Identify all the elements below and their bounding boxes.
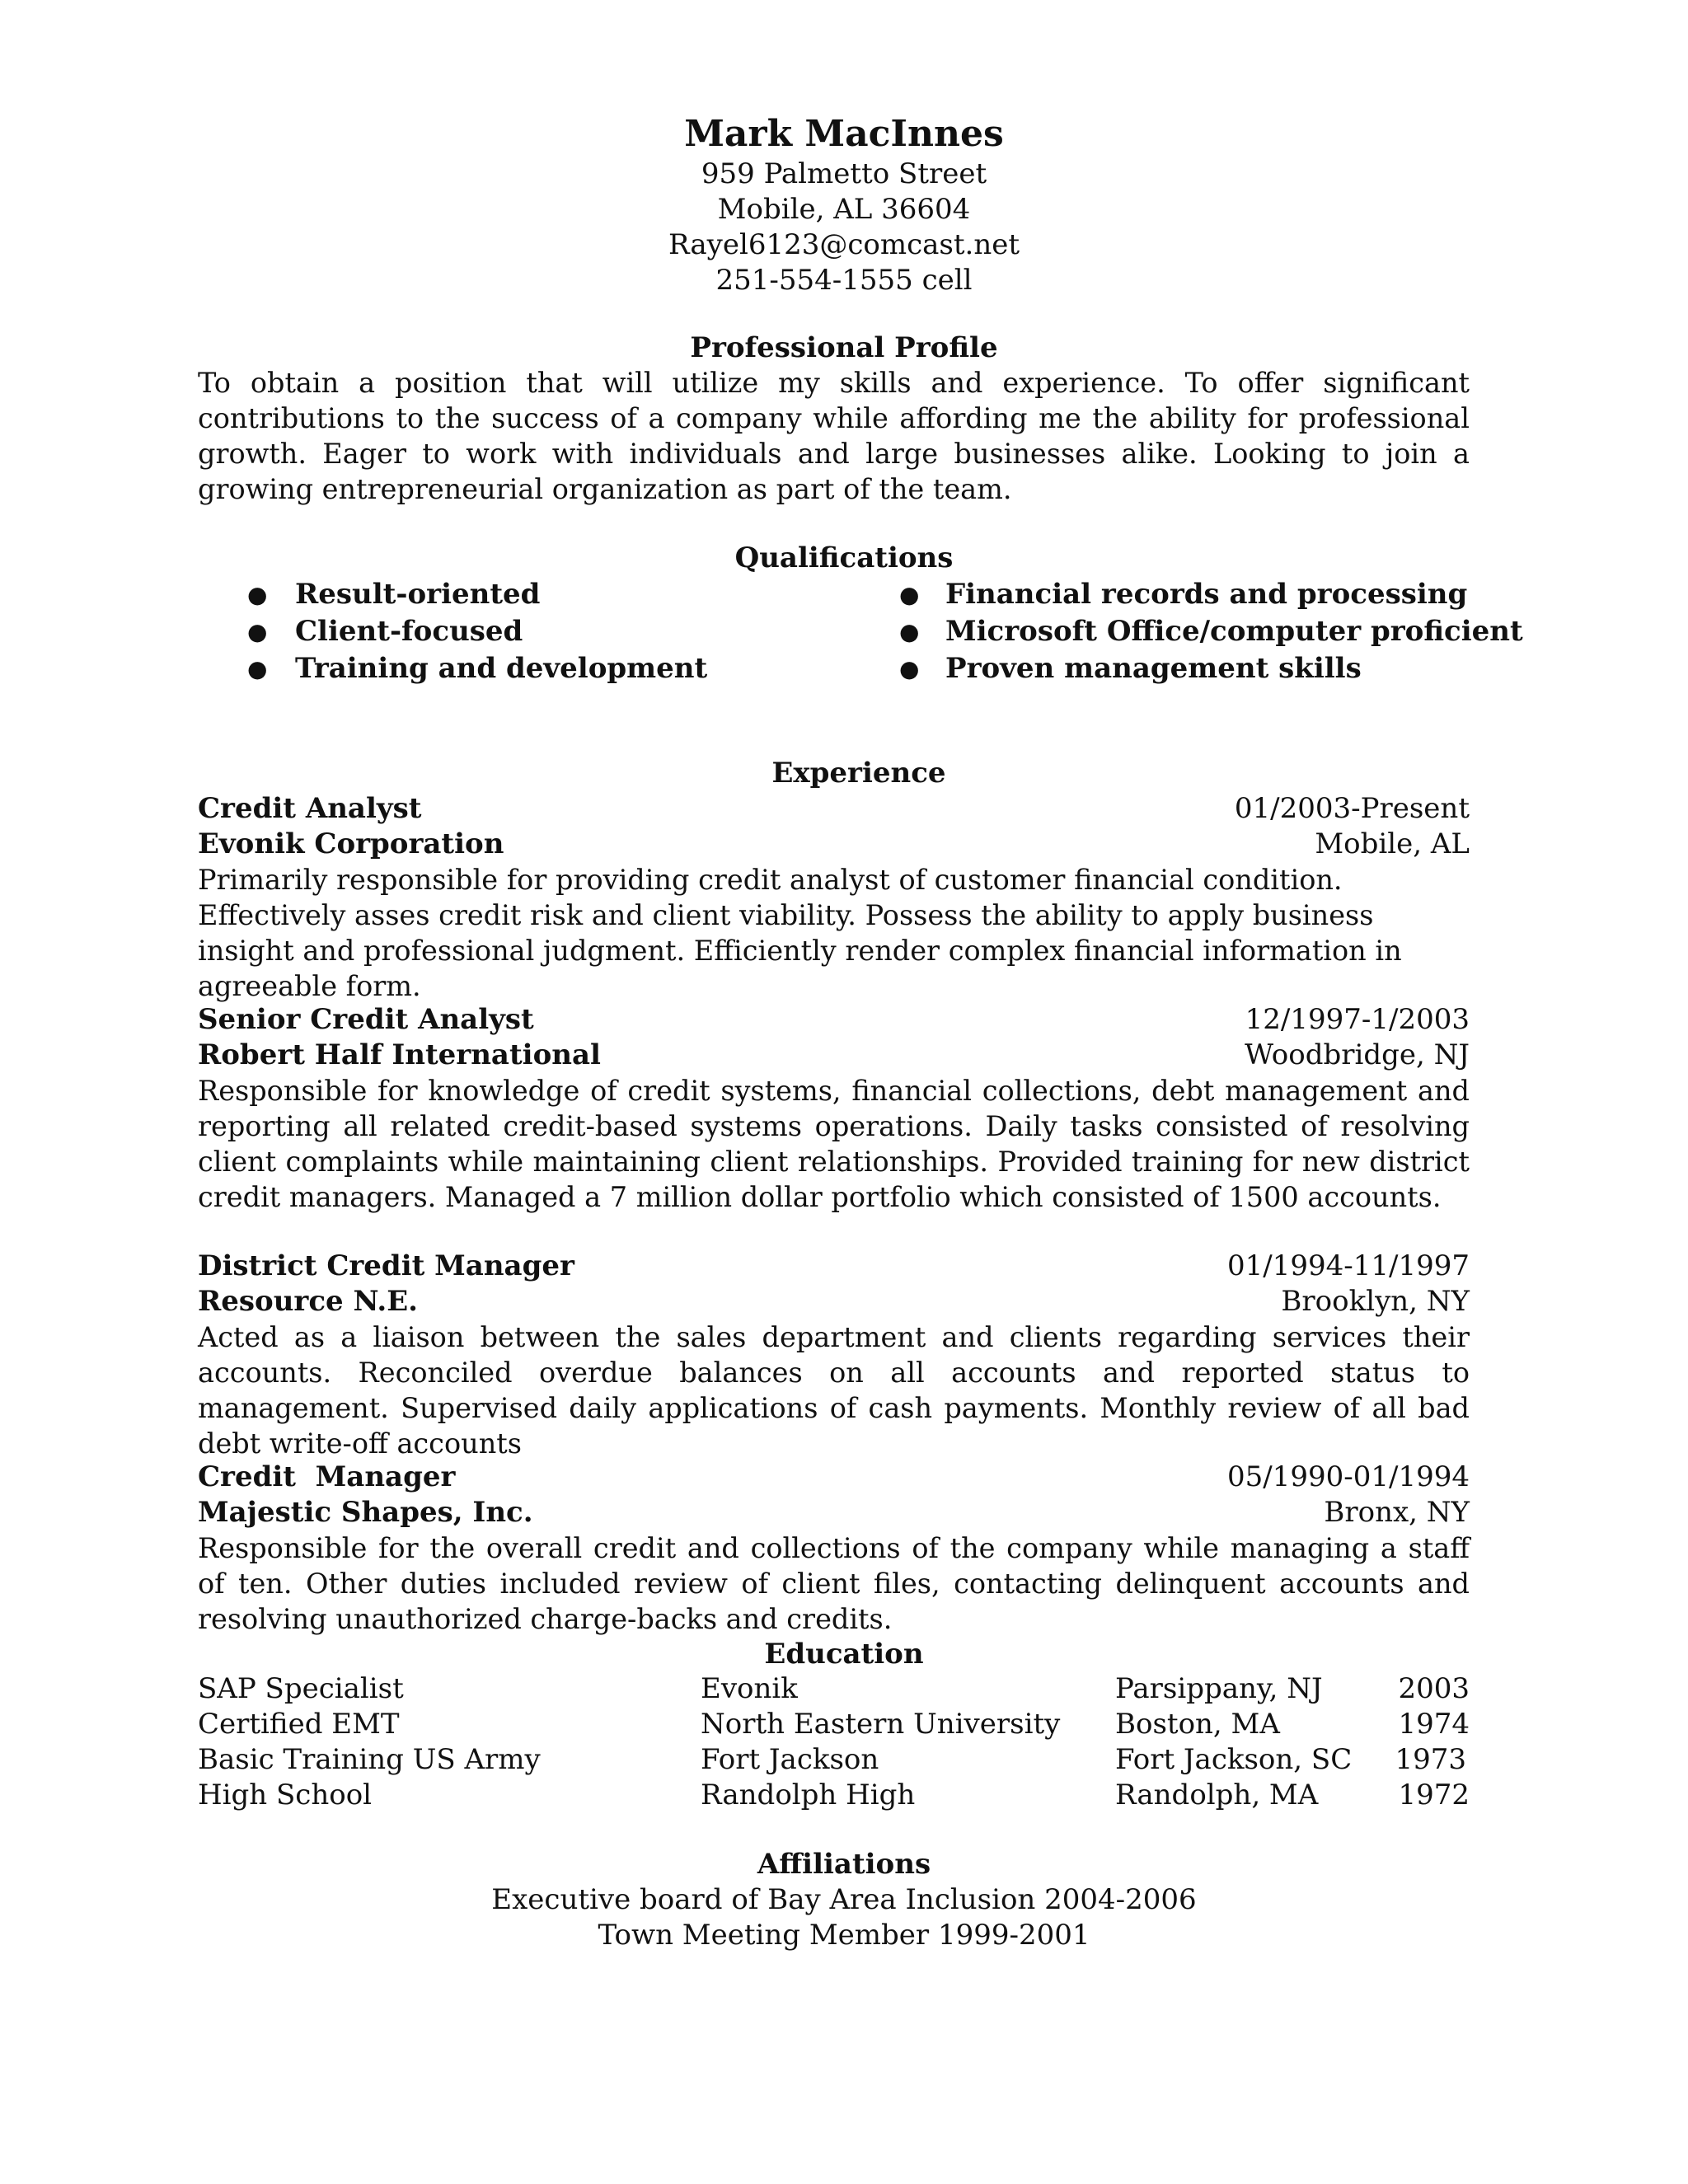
table-row	[198, 1742, 1470, 1778]
education-school: Fort Jackson	[701, 1743, 879, 1776]
education-school: Randolph High	[701, 1779, 916, 1811]
list-item: ● Financial records and processing	[899, 576, 1523, 613]
bullet-icon: ●	[899, 655, 920, 682]
job-description: Acted as a liaison between the sales department and clients regarding services their accounts. Reconciled overdue balances on all accounts and reported status to management. Supervised daily applications of cash payments. Monthly review of all bad debt write-off accounts	[198, 1321, 1470, 1460]
qualifications-right-list	[899, 576, 1523, 687]
table-row	[198, 1671, 1470, 1707]
job-company-row	[198, 827, 1470, 862]
list-item: ● Microsoft Office/computer proficient	[899, 613, 1523, 650]
list-item: ● Training and development	[247, 650, 707, 687]
education-location: Randolph, MA	[1115, 1779, 1319, 1811]
education-program: High School	[198, 1779, 373, 1811]
education-year: 1972	[1398, 1779, 1470, 1811]
profile-text: To obtain a position that will utilize my skills and experience. To offer significant contributions to the success of a company while affording me the ability for professional growth. Eager to work with individuals and large businesses alike. Looking to join a growing entrepreneurial organization as part of the team.	[198, 367, 1470, 505]
job-title: Senior Credit Analyst	[198, 1003, 534, 1036]
contact-block	[0, 157, 1688, 298]
job-location: Bronx, NY	[1324, 1496, 1470, 1529]
table-row	[198, 1778, 1470, 1813]
list-item: ● Proven management skills	[899, 650, 1523, 687]
city-state-zip: Mobile, AL 36604	[717, 193, 971, 226]
affiliations-heading: Affiliations	[757, 1848, 931, 1881]
education-year: 2003	[1398, 1672, 1470, 1705]
job-company: Robert Half International	[198, 1038, 601, 1071]
bullet-icon: ●	[247, 618, 268, 645]
job-company-row	[198, 1495, 1470, 1530]
job-title-row	[198, 1249, 1470, 1284]
education-year: 1973	[1395, 1743, 1466, 1776]
job-title: District Credit Manager	[198, 1249, 574, 1282]
job-description: Primarily responsible for providing credit analyst of customer financial condition. Effectively asses credit risk and client viability. Possess the ability to apply business insight and professional judgment. Efficiently render complex financial information in agreeable form.	[198, 864, 1402, 1002]
job-company: Resource N.E.	[198, 1285, 419, 1318]
experience-heading: Experience	[771, 757, 946, 790]
bullet-icon: ●	[247, 655, 268, 682]
job-dates: 05/1990-01/1994	[1227, 1460, 1470, 1493]
education-location: Parsippany, NJ	[1115, 1672, 1323, 1705]
job-dates: 12/1997-1/2003	[1245, 1003, 1470, 1036]
list-item: ● Client-focused	[247, 613, 707, 650]
profile-heading: Professional Profile	[690, 331, 998, 364]
education-program: Certified EMT	[198, 1708, 400, 1741]
job-location: Brooklyn, NY	[1281, 1285, 1470, 1318]
bullet-icon: ●	[247, 581, 268, 608]
street-address: 959 Palmetto Street	[701, 157, 987, 190]
education-school: North Eastern University	[701, 1708, 1061, 1741]
education-year: 1974	[1398, 1708, 1470, 1741]
phone-number: 251-554-1555 cell	[715, 264, 973, 297]
list-item: ● Result-oriented	[247, 576, 707, 613]
job-dates: 01/2003-Present	[1234, 792, 1470, 825]
job-company-row	[198, 1284, 1470, 1319]
job-company: Evonik Corporation	[198, 827, 504, 860]
affiliation-item: Town Meeting Member 1999-2001	[598, 1919, 1090, 1952]
job-title: Credit Analyst	[198, 792, 422, 825]
education-program: SAP Specialist	[198, 1672, 404, 1705]
education-heading: Education	[764, 1638, 924, 1671]
job-description: Responsible for knowledge of credit systems, financial collections, debt management and reporting all related credit-based systems operations. Daily tasks consisted of resolving client complaints while maintaining client relationships. Provided training for new district credit managers. Managed a 7 million dollar portfolio which consisted of 1500 accounts.	[198, 1075, 1470, 1213]
education-location: Boston, MA	[1115, 1708, 1280, 1741]
education-location: Fort Jackson, SC	[1115, 1743, 1353, 1776]
education-program: Basic Training US Army	[198, 1743, 541, 1776]
education-school: Evonik	[701, 1672, 798, 1705]
bullet-icon: ●	[899, 618, 920, 645]
qualifications-left-list	[247, 576, 707, 687]
job-title-row	[198, 1460, 1470, 1495]
job-company-row	[198, 1038, 1470, 1073]
email-address: Rayel6123@comcast.net	[668, 228, 1020, 261]
resume-name: Mark MacInnes	[684, 113, 1004, 155]
job-title-row	[198, 1002, 1470, 1038]
job-location: Mobile, AL	[1315, 827, 1470, 860]
job-location: Woodbridge, NJ	[1245, 1038, 1470, 1071]
bullet-icon: ●	[899, 581, 920, 608]
job-dates: 01/1994-11/1997	[1227, 1249, 1470, 1282]
job-company: Majestic Shapes, Inc.	[198, 1496, 533, 1529]
job-description: Responsible for the overall credit and collections of the company while managing a staff of ten. Other duties included review of client files, contacting delinquent accounts and resolving unauthorized charge-backs and credits.	[198, 1532, 1470, 1635]
affiliation-item: Executive board of Bay Area Inclusion 2004-2006	[491, 1883, 1197, 1916]
job-title-row	[198, 791, 1470, 827]
qualifications-heading: Qualifications	[734, 541, 954, 574]
job-title: Credit Manager	[198, 1460, 456, 1493]
table-row	[198, 1707, 1470, 1742]
